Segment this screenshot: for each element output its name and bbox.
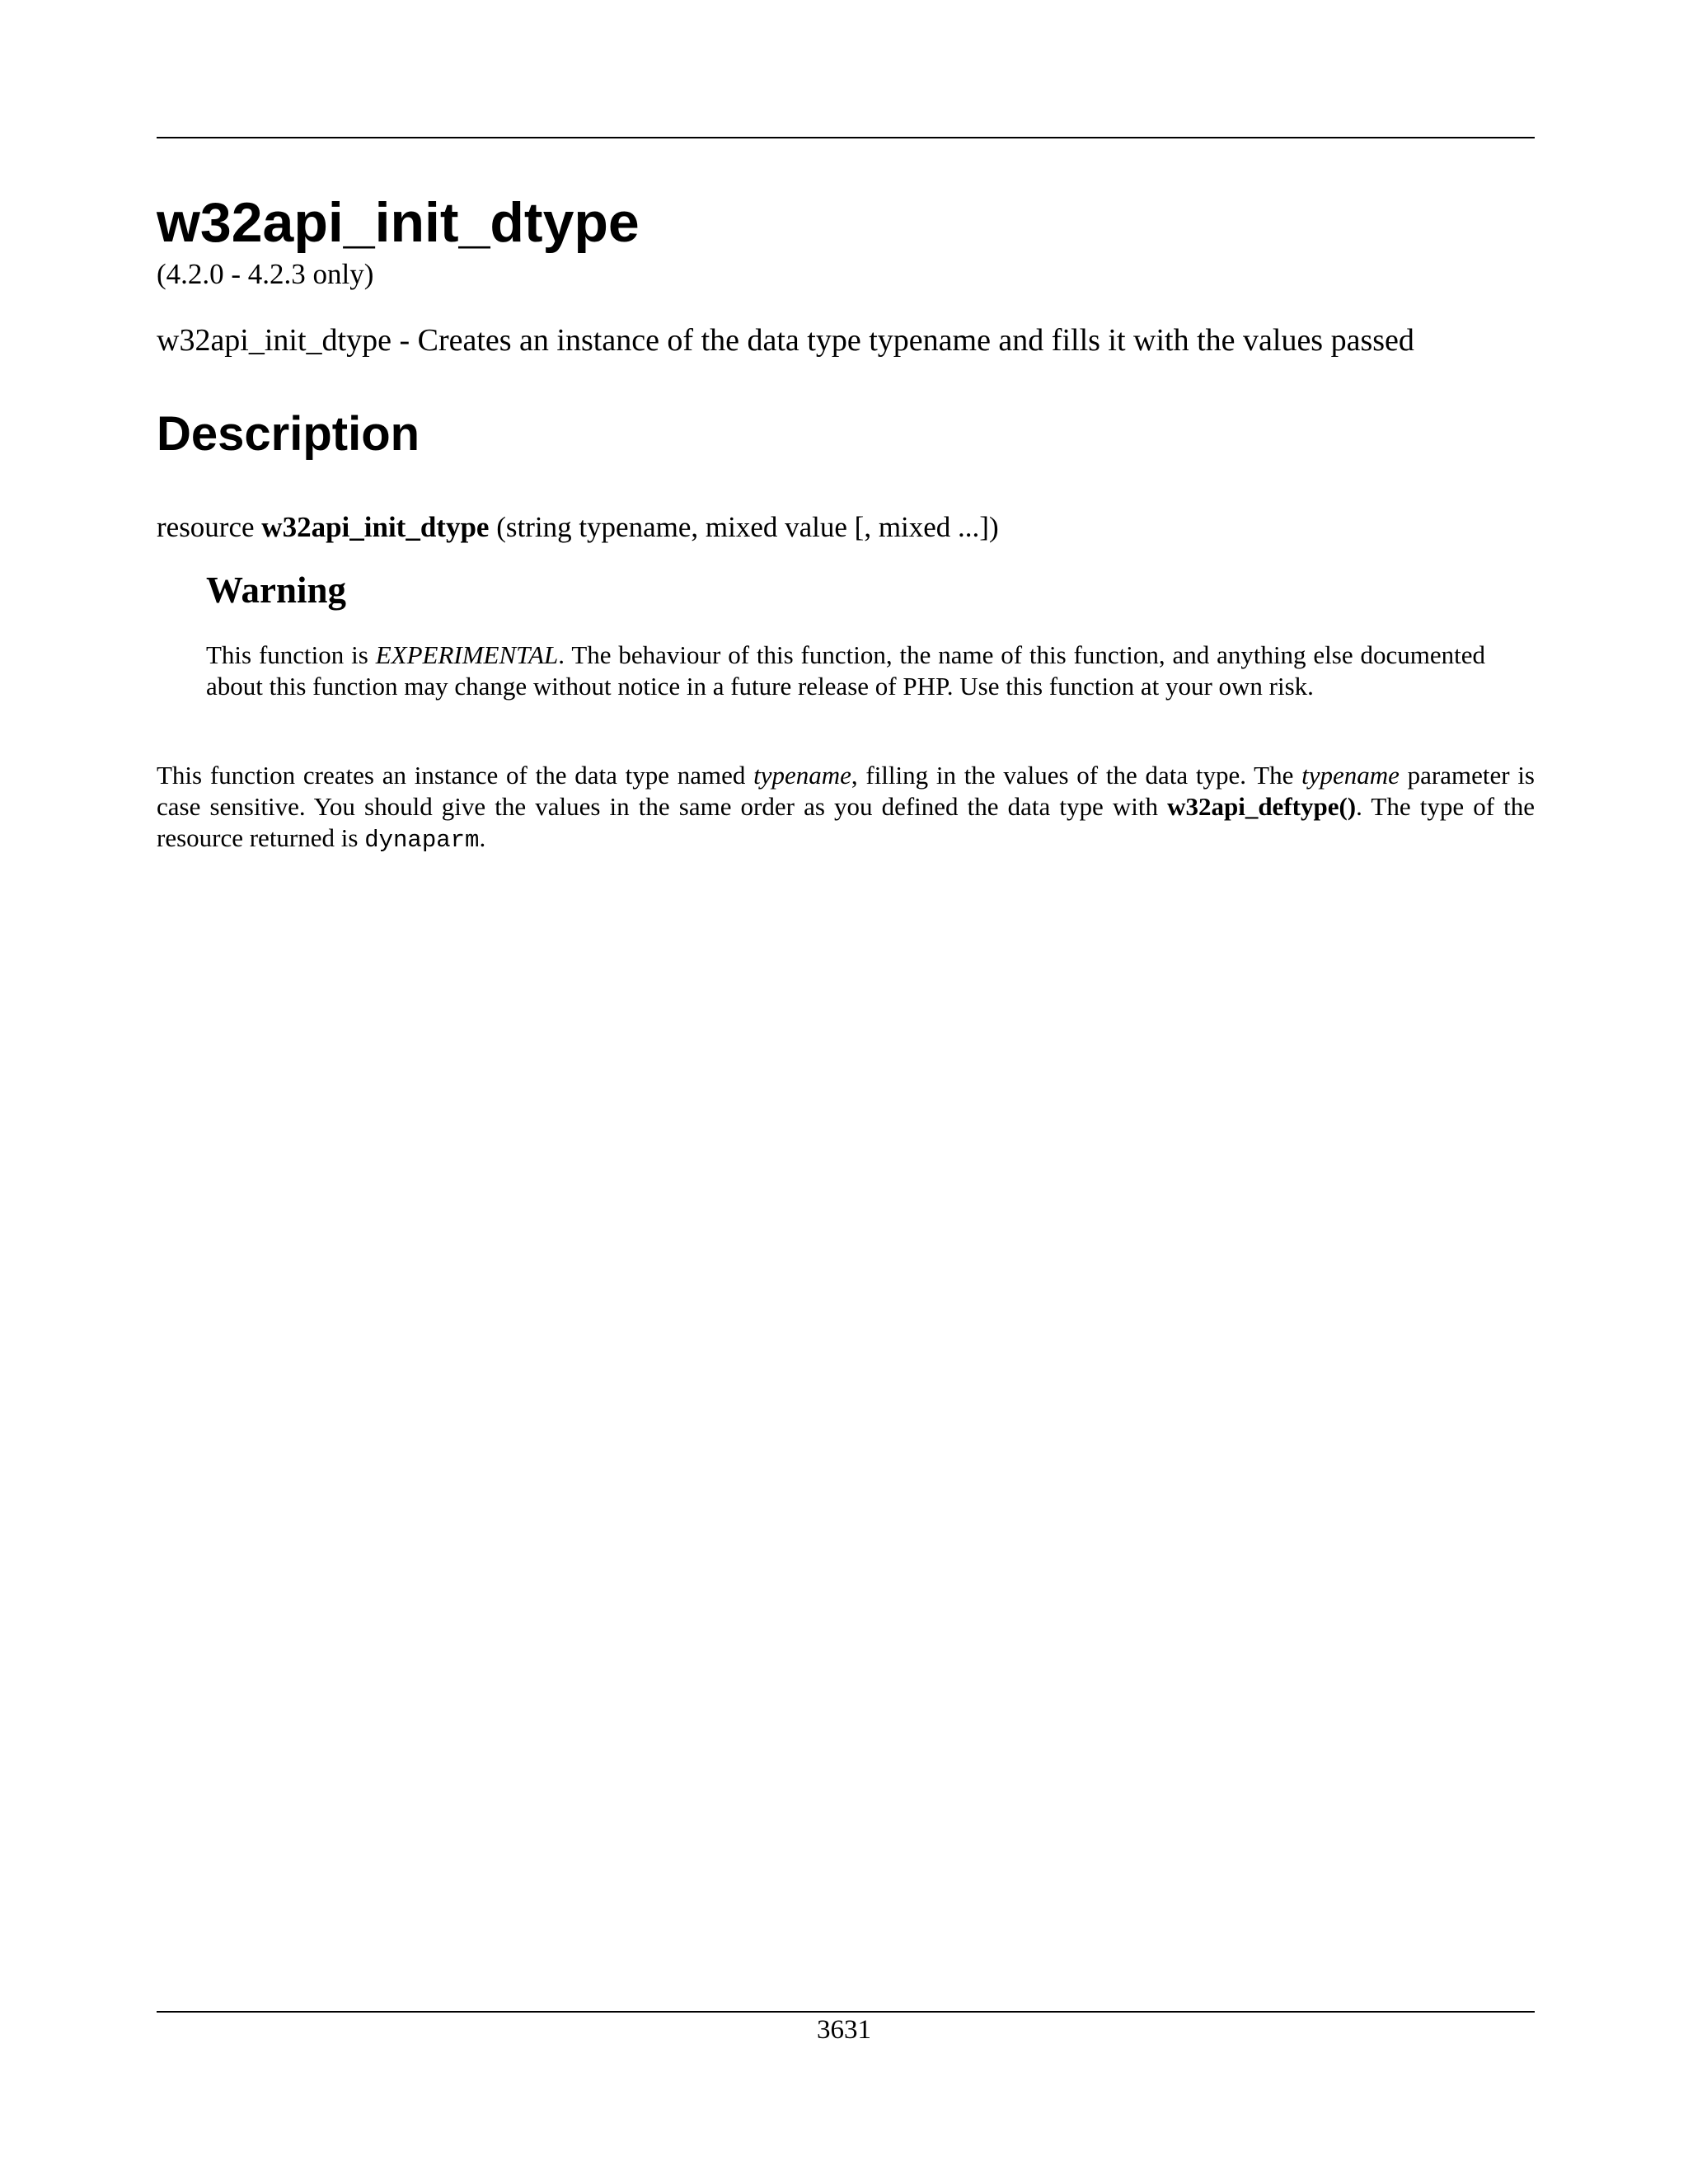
page-number: 3631 bbox=[817, 2015, 871, 2045]
function-synopsis bbox=[157, 509, 999, 546]
parameter-typename: typename bbox=[753, 761, 851, 790]
function-reference-w32api-deftype: w32api_deftype() bbox=[1167, 792, 1357, 821]
section-heading-description: Description bbox=[157, 407, 420, 461]
paragraph-text: . The type of the resource returned is bbox=[157, 792, 1535, 852]
footer-rule bbox=[157, 2011, 1535, 2013]
description-paragraph bbox=[157, 760, 1535, 856]
synopsis-return-type: resource bbox=[157, 511, 255, 543]
paragraph-text: . bbox=[479, 823, 486, 852]
synopsis-params: (string typename, mixed value [, mixed ...]) bbox=[496, 511, 999, 543]
code-dynaparm: dynaparm bbox=[364, 827, 480, 854]
warning-title: Warning bbox=[206, 569, 347, 611]
paragraph-text: This function creates an instance of the data type named bbox=[157, 761, 754, 790]
warning-text bbox=[206, 640, 1485, 702]
synopsis-function-name: w32api_init_dtype bbox=[261, 511, 490, 543]
parameter-typename: typename bbox=[1301, 761, 1400, 790]
warning-text-part: This function is bbox=[206, 640, 376, 669]
header-rule bbox=[157, 137, 1535, 138]
version-info: (4.2.0 - 4.2.3 only) bbox=[157, 258, 374, 290]
warning-emphasis: EXPERIMENTAL bbox=[375, 640, 559, 669]
paragraph-text: parameter is case sensitive. You should give the values in the same order as you defined the data type with bbox=[157, 761, 1536, 821]
paragraph-text: , filling in the values of the data type. The bbox=[851, 761, 1302, 790]
page-title: w32api_init_dtype bbox=[157, 191, 640, 254]
function-purpose: w32api_init_dtype - Creates an instance of the data type typename and fills it with the values passed bbox=[157, 323, 1414, 358]
warning-text-part: . The behaviour of this function, the name of this function, and anything else documented about this function may change without notice in a future release of PHP. Use this function at your own risk. bbox=[206, 640, 1485, 701]
